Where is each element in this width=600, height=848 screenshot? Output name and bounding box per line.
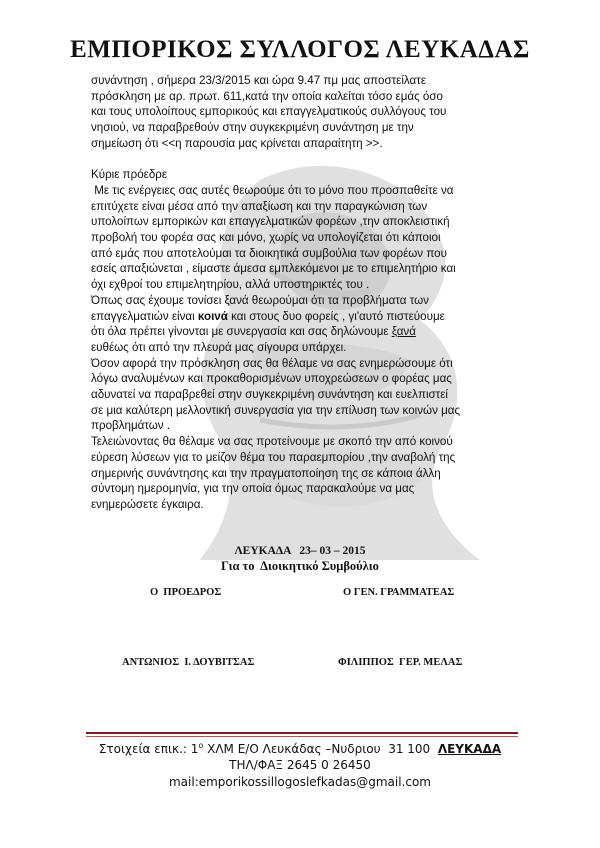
paragraph-line: σύντομη ημερομηνία, για την οποία όμως παρακαλούμε να μας (91, 482, 415, 496)
intro-line: νησιού, να παραβρεθούν στην συγκεκριμένη συνάντηση με την (91, 121, 414, 135)
address-city: ΛΕΥΚΑΔΑ (437, 742, 502, 756)
board-line: Για το Διοικητικό Συμβούλιο (221, 559, 379, 573)
paragraph-line: προβολή του φορέα σας και μόνο, χωρίς να υπολογίζεται ότι κάποιοι (91, 231, 441, 245)
footer-email: mail:emporikossillogoslefkadas@gmail.com (168, 775, 431, 789)
intro-line: σημείωση ότι <<η παρουσία μας κρίνεται απαραίτητη >>. (91, 136, 383, 150)
footer-divider (86, 732, 518, 734)
paragraph-line: αδυνατεί να παραβρεθεί στην συγκεκριμένη συνάντηση και ευελπιστεί (91, 388, 449, 402)
paragraph-line: λόγω αναλυμένων και προκαθορισμένων υποχρεώσεων ο φορέας μας (91, 372, 452, 386)
footer-divider-thin (86, 736, 518, 737)
president-name: ΑΝΤΩΝΙΟΣ Ι. ΔΟΥΒΙΤΣΑΣ (122, 657, 255, 668)
paragraph-line: σημερινής συνάντησης και την πραγματοποίηση της σε κάποια άλλη (91, 466, 441, 480)
paragraph-line: όχι εχθροί του επιμελητηρίου, αλλά υποστηρικτές του . (91, 278, 370, 292)
president-title: Ο ΠΡΟΕΔΡΟΣ (150, 587, 222, 598)
paragraph-line: Τελειώνοντας θα θέλαμε να σας προτείνουμε με σκοπό την από κοινού (91, 435, 453, 449)
bold-word: κοινά (197, 309, 228, 323)
paragraph-line: ενημερώσετε έγκαιρα. (91, 497, 204, 511)
address-superscript: ο (198, 741, 204, 750)
address-rest: ΧΛΜ Ε/Ο Λευκάδας –Νυδριου 31 100 (203, 742, 438, 756)
address-prefix: Στοιχεία επικ.: 1 (98, 742, 199, 756)
paragraph-line: ευθέως ότι από την πλευρά μας σίγουρα υπάρχει. (91, 340, 347, 354)
organization-title: ΕΜΠΟΡΙΚΟΣ ΣΥΛΛΟΓΟΣ ΛΕΥΚΑΔΑΣ (70, 36, 530, 63)
paragraph-line: Με τις ενέργειες σας αυτές θεωρούμε ότι το μόνο που προσπαθείτε να (91, 183, 454, 197)
date-line: ΛΕΥΚΑΔΑ 23– 03 – 2015 (234, 545, 366, 557)
intro-line: πρόσκληση με αρ. πρωτ. 611,κατά την οποία καλείται τόσο εμάς όσο (91, 89, 443, 103)
letter-body (91, 73, 511, 513)
text-run: επαγγελματιών είναι (91, 309, 198, 323)
paragraph-line: επιτύχετε είναι μέσα από την απαξίωση και την παραγκώνιση των (91, 199, 428, 213)
paragraph-line (91, 324, 511, 340)
paragraph-line: εσείς απαξιώνεται , είμαστε άμεσα εμπλεκόμενοι με το επιμελητήριο και (91, 262, 456, 276)
underlined-word: ξανά (391, 325, 416, 339)
paragraph-line: Όπως σας έχουμε τονίσει ξανά θεωρούμαι ότι τα προβλήματα των (91, 293, 429, 307)
salutation: Κύριε πρόεδρε (91, 168, 168, 182)
footer-address (0, 741, 600, 756)
text-run: και στους δυο φορείς , γι'αυτό πιστεύουμε (227, 309, 445, 323)
secretary-name: ΦΙΛΙΠΠΟΣ ΓΕΡ. ΜΕΛΑΣ (338, 657, 463, 668)
paragraph-line: υπολοίπων εμπορικών και επαγγελματικών φορέων ,την αποκλειστική (91, 215, 450, 229)
intro-line: συνάντηση , σήμερα 23/3/2015 και ώρα 9.47 πμ μας αποστείλατε (91, 74, 426, 87)
paragraph-line (91, 309, 511, 325)
paragraph-line: Όσον αφορά την πρόσκληση σας θα θέλαμε να σας ενημερώσουμε ότι (91, 356, 453, 370)
intro-line: και τους υπολοίπους εμπορικούς και επαγγελματικούς συλλόγους του (91, 105, 447, 119)
text-run: ότι όλα πρέπει γίνονται με συνεργασία και σας δηλώνουμε (91, 325, 392, 339)
paragraph-line: σε μια καλύτερη μελλοντική συνεργασία για την επίλυση των κοινών μας (91, 403, 461, 417)
paragraph-line: από εμάς που αποτελούμαι τα διοικητικά συμβούλια των φορέων που (91, 246, 447, 260)
footer-phone: ΤΗΛ/ΦΑΞ 2645 0 26450 (229, 758, 371, 772)
secretary-title: Ο ΓΕΝ. ΓΡΑΜΜΑΤΕΑΣ (343, 587, 455, 598)
paragraph-line: εύρεση λύσεων για το μείζον θέμα του παραεμπορίου ,την αναβολή της (91, 450, 456, 464)
paragraph-line: προβλημάτων . (91, 419, 171, 433)
